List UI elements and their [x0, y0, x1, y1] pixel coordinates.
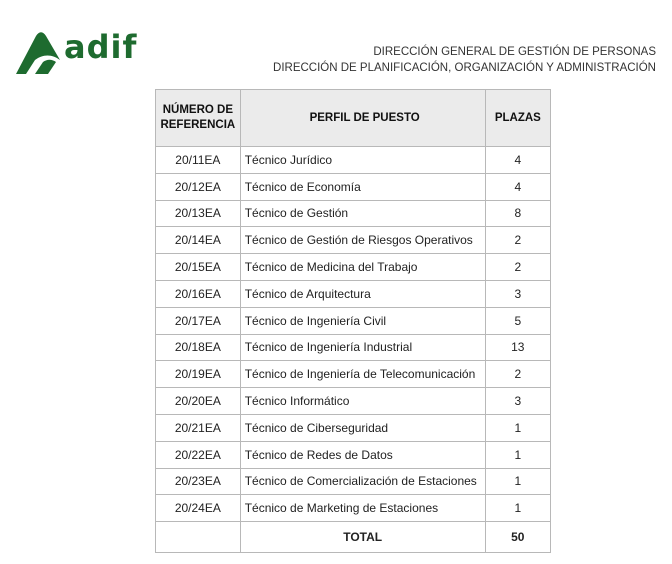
- positions-table: [155, 89, 551, 553]
- profile-cell: Técnico Informático: [240, 388, 485, 415]
- table-row: [156, 173, 551, 200]
- header-department: [273, 44, 656, 76]
- total-empty-cell: [156, 522, 241, 553]
- reference-cell: 20/11EA: [156, 147, 241, 174]
- adif-wordmark: adif: [64, 28, 138, 66]
- reference-cell: 20/13EA: [156, 200, 241, 227]
- table-row: [156, 495, 551, 522]
- plazas-cell: 8: [485, 200, 550, 227]
- column-header-profile: PERFIL DE PUESTO: [240, 90, 485, 147]
- reference-cell: 20/17EA: [156, 307, 241, 334]
- plazas-cell: 3: [485, 280, 550, 307]
- table-row: [156, 280, 551, 307]
- reference-cell: 20/16EA: [156, 280, 241, 307]
- reference-cell: 20/12EA: [156, 173, 241, 200]
- table-row: [156, 227, 551, 254]
- profile-cell: Técnico de Arquitectura: [240, 280, 485, 307]
- column-header-reference-line-2: REFERENCIA: [160, 119, 236, 131]
- total-label: TOTAL: [240, 522, 485, 553]
- plazas-cell: 1: [485, 414, 550, 441]
- profile-cell: Técnico de Medicina del Trabajo: [240, 254, 485, 281]
- plazas-cell: 13: [485, 334, 550, 361]
- adif-logo: [14, 30, 174, 80]
- table-row: [156, 388, 551, 415]
- plazas-cell: 3: [485, 388, 550, 415]
- plazas-cell: 1: [485, 495, 550, 522]
- total-value: 50: [485, 522, 550, 553]
- reference-cell: 20/19EA: [156, 361, 241, 388]
- table-row: [156, 334, 551, 361]
- reference-cell: 20/22EA: [156, 441, 241, 468]
- reference-cell: 20/20EA: [156, 388, 241, 415]
- reference-cell: 20/24EA: [156, 495, 241, 522]
- table-row: [156, 441, 551, 468]
- profile-cell: Técnico de Ingeniería Industrial: [240, 334, 485, 361]
- reference-cell: 20/15EA: [156, 254, 241, 281]
- profile-cell: Técnico de Gestión: [240, 200, 485, 227]
- plazas-cell: 1: [485, 468, 550, 495]
- plazas-cell: 2: [485, 227, 550, 254]
- total-row: [156, 522, 551, 553]
- plazas-cell: 4: [485, 173, 550, 200]
- reference-cell: 20/14EA: [156, 227, 241, 254]
- profile-cell: Técnico Jurídico: [240, 147, 485, 174]
- reference-cell: 20/23EA: [156, 468, 241, 495]
- table-row: [156, 468, 551, 495]
- profile-cell: Técnico de Ingeniería de Telecomunicación: [240, 361, 485, 388]
- header-line-2: DIRECCIÓN DE PLANIFICACIÓN, ORGANIZACIÓN Y ADMINISTRACIÓN: [273, 62, 656, 74]
- plazas-cell: 2: [485, 361, 550, 388]
- plazas-cell: 2: [485, 254, 550, 281]
- table-header-row: [156, 90, 551, 147]
- table-row: [156, 200, 551, 227]
- profile-cell: Técnico de Marketing de Estaciones: [240, 495, 485, 522]
- table-row: [156, 307, 551, 334]
- profile-cell: Técnico de Ingeniería Civil: [240, 307, 485, 334]
- profile-cell: Técnico de Redes de Datos: [240, 441, 485, 468]
- header-line-1: DIRECCIÓN GENERAL DE GESTIÓN DE PERSONAS: [373, 46, 656, 58]
- profile-cell: Técnico de Comercialización de Estaciones: [240, 468, 485, 495]
- plazas-cell: 5: [485, 307, 550, 334]
- profile-cell: Técnico de Gestión de Riesgos Operativos: [240, 227, 485, 254]
- reference-cell: 20/18EA: [156, 334, 241, 361]
- reference-cell: 20/21EA: [156, 414, 241, 441]
- profile-cell: Técnico de Economía: [240, 173, 485, 200]
- adif-logo-mark-icon: [14, 30, 62, 78]
- column-header-reference-line-1: NÚMERO DE: [162, 104, 233, 116]
- table-row: [156, 147, 551, 174]
- plazas-cell: 1: [485, 441, 550, 468]
- column-header-plazas: PLAZAS: [485, 90, 550, 147]
- table-row: [156, 361, 551, 388]
- profile-cell: Técnico de Ciberseguridad: [240, 414, 485, 441]
- table-body: [156, 147, 551, 522]
- table-row: [156, 254, 551, 281]
- column-header-reference: [156, 90, 241, 147]
- table-row: [156, 414, 551, 441]
- plazas-cell: 4: [485, 147, 550, 174]
